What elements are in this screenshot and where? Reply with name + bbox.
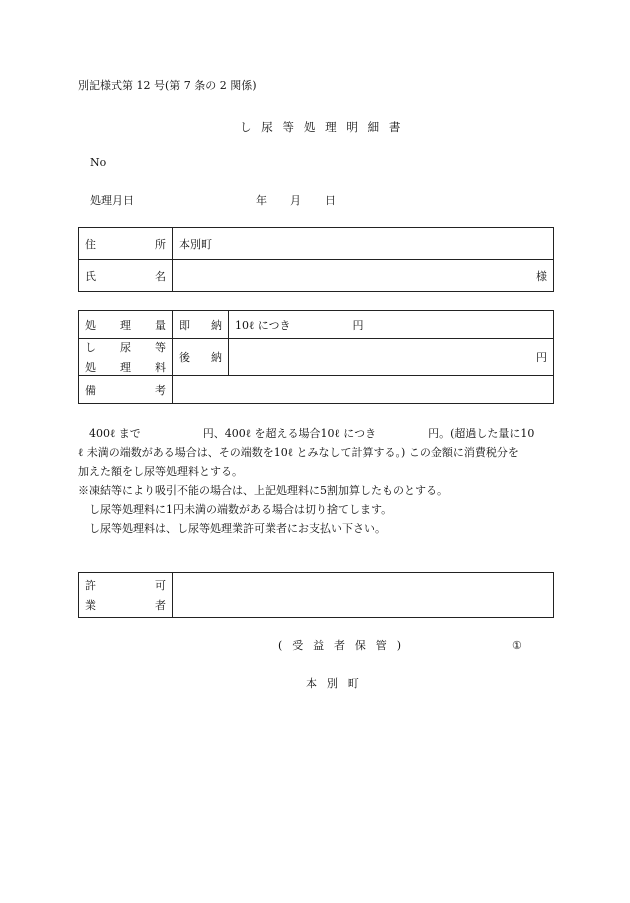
remarks-row [79, 376, 554, 404]
day-label: 日 [325, 194, 336, 207]
quantity-label: 処 理 量 [79, 311, 173, 339]
quantity-row [79, 311, 554, 339]
year-label: 年 [256, 194, 267, 207]
copy-number: ① [512, 639, 522, 652]
fee-label: し 尿 等 処 理 料 [79, 339, 173, 376]
document-title: し尿等処理明細書 [240, 120, 411, 134]
immediate-payment-label: 即 納 [173, 311, 229, 339]
remarks-label: 備 考 [79, 376, 173, 404]
per-10l-text: 10ℓ につき [235, 318, 291, 332]
date-label: 処理月日 [90, 194, 134, 207]
keeper-note: (受益者保管) [278, 639, 411, 652]
form-number: 別記様式第 12 号(第 7 条の 2 関係) [78, 79, 257, 92]
note-line-2: ℓ 未満の端数がある場合は、その端数を10ℓ とみなして計算する。) この金額に消費税分を [78, 446, 519, 459]
address-row [79, 228, 554, 260]
no-label: No [90, 156, 107, 169]
immediate-payment-field[interactable] [229, 311, 554, 339]
note-line-6: し尿等処理料は、し尿等処理業許可業者にお支払い下さい。 [89, 522, 386, 535]
later-unit: 円 [536, 351, 547, 364]
name-row [79, 260, 554, 292]
later-payment-field[interactable] [229, 339, 554, 376]
month-label: 月 [290, 194, 301, 207]
note-line-4: ※凍結等により吸引不能の場合は、上記処理料に5割加算したものとする。 [78, 484, 448, 497]
notes [78, 424, 554, 538]
note-line-5: し尿等処理料に1円未満の端数がある場合は切り捨てします。 [89, 503, 393, 516]
note-line-3: 加えた額をし尿等処理料とする。 [78, 465, 243, 478]
address-table [78, 227, 554, 292]
remarks-field[interactable] [173, 376, 554, 404]
permit-table [78, 572, 554, 618]
address-field[interactable]: 本別町 [173, 228, 554, 260]
permit-label: 許 可 業 者 [79, 573, 173, 618]
permit-holder-field[interactable] [173, 573, 554, 618]
amount-table [78, 310, 554, 404]
note-line-1: 400ℓ まで 円、400ℓ を超える場合10ℓ につき 円。(超過した量に10 [89, 427, 535, 440]
later-payment-label: 後 納 [173, 339, 229, 376]
honorific: 様 [536, 269, 547, 283]
name-field[interactable] [173, 260, 554, 292]
issuer-name: 本別町 [306, 677, 369, 690]
address-label: 住 所 [79, 228, 173, 260]
name-label: 氏 名 [79, 260, 173, 292]
fee-row [79, 339, 554, 376]
immediate-unit: 円 [352, 318, 364, 332]
permit-row [79, 573, 554, 618]
